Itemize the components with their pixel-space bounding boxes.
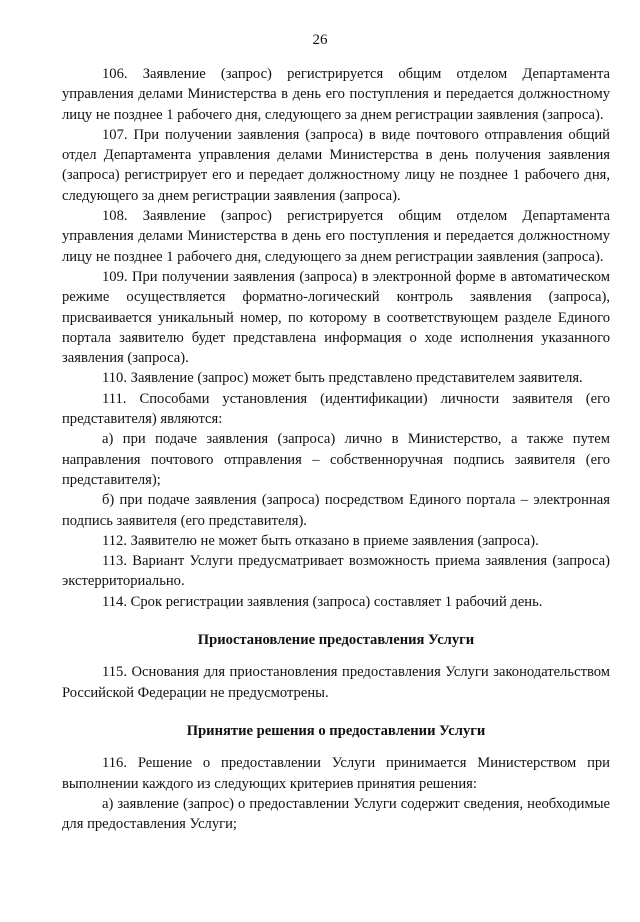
paragraph-116-a: а) заявление (запрос) о предоставлении Услуги содержит сведения, необходимые для предоставления Услуги;: [62, 795, 610, 833]
document-body: [62, 64, 610, 834]
paragraph-115: 115. Основания для приостановления предоставления Услуги законодательством Российской Федерации не предусмотрены.: [62, 664, 610, 701]
paragraph-116: 116. Решение о предоставлении Услуги принимается Министерством при выполнении каждого из следующих критериев принятия решения:: [62, 755, 610, 792]
section-heading-suspension: Приостановление предоставления Услуги: [197, 632, 475, 649]
paragraph-108: 108. Заявление (запрос) регистрируется общим отделом Департамента управления делами Министерства в день его поступления и передается должностному лицу не позднее 1 рабочего дня, следующего за днем регистрации заявления (запроса).: [62, 208, 610, 265]
paragraph-109: 109. При получении заявления (запроса) в электронной форме в автоматическом режиме осуществляется форматно-логический контроль заявления (запроса), присваивается уникальный номер, по которому в соответствующем разделе Единого портала заявителю будет представлена информация о ходе исполнения указанного заявления (запроса).: [62, 268, 610, 367]
paragraph-106: 106. Заявление (запрос) регистрируется общим отделом Департамента управления делами Министерства в день его поступления и передается должностному лицу не позднее 1 рабочего дня, следующего за днем регистрации заявления (запроса).: [62, 66, 610, 123]
paragraph-112: 112. Заявителю не может быть отказано в приеме заявления (запроса).: [102, 532, 539, 549]
paragraph-111: 111. Способами установления (идентификации) личности заявителя (его представителя) являются:: [62, 390, 610, 428]
paragraph-110: 110. Заявление (запрос) может быть представлено представителем заявителя.: [102, 370, 583, 387]
paragraph-114: 114. Срок регистрации заявления (запроса) составляет 1 рабочий день.: [102, 593, 543, 610]
paragraph-113: 113. Вариант Услуги предусматривает возможность приема заявления (запроса) экстерриториально.: [62, 553, 610, 590]
paragraph-111-b: б) при подаче заявления (запроса) посредством Единого портала – электронная подпись заявителя (его представителя).: [62, 492, 610, 529]
paragraph-107: 107. При получении заявления (запроса) в виде почтового отправления общий отдел Департамента управления делами Министерства в день получения заявления (запроса) регистрирует его и передает должностному лицу не позднее 1 рабочего дня, следующего за днем регистрации заявления (запроса).: [62, 126, 610, 204]
page-number: 26: [312, 32, 328, 48]
paragraph-111-a: а) при подаче заявления (запроса) лично в Министерство, а также путем направления почтового отправления – собственноручная подпись заявителя (его представителя);: [62, 431, 610, 488]
section-heading-decision: Принятие решения о предоставлении Услуги: [186, 722, 486, 739]
